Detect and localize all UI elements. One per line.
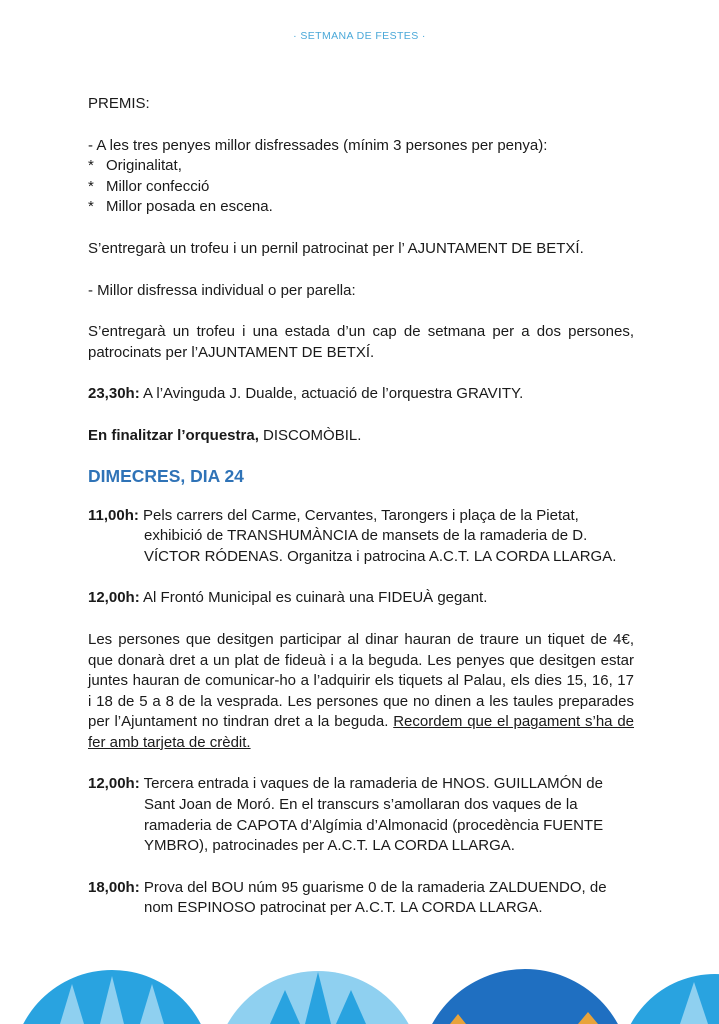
event-1200-fideua [88,588,634,609]
event-discomobil [88,426,634,447]
event-text-line: exhibició de TRANSHUMÀNCIA de mansets de la ramaderia de D. [144,527,588,545]
day-heading: DIMECRES, DIA 24 [88,465,244,486]
penyes-premi: S’entregarà un trofeu i un pernil patrocinat per l’ AJUNTAMENT DE BETXÍ. [88,239,584,257]
event-text-line: Sant Joan de Moró. En el transcurs s’amollaran dos vaques de la [144,796,578,814]
list-item [88,177,634,198]
bullet-star: * [88,177,94,195]
event-text: DISCOMÒBIL. [258,426,362,444]
event-time: En finalitzar l’orquestra, [88,426,259,444]
bullet-star: * [88,157,94,175]
event-text: Pels carrers del Carme, Cervantes, Tarongers i plaça de la Pietat, [138,506,579,524]
event-text: Tercera entrada i vaques de la ramaderia de HNOS. GUILLAMÓN de [139,775,603,793]
event-text: Prova del BOU núm 95 guarisme 0 de la ramaderia ZALDUENDO, de [139,878,607,896]
event-time: 23,30h: [88,385,140,403]
event-text-line: ramaderia de CAPOTA d’Algímia d’Almonacid (procedència FUENTE [144,816,604,834]
page-content [88,94,634,919]
fideua-text: Les persones que desitgen participar al dinar hauran de traure un tiquet de 4€, que donarà dret a un plat de fideuà i a la beguda. Les penyes que desitgen estar juntes hauran de comunicar-ho a l’adquirir els tiquets al Palau, els dies 15, 16, 17 i 18 de 5 a 8 de la vesprada. Les persones que no dinen a les taules preparades per l’Ajuntament no tindran dret a la beguda. [88,630,634,731]
footer-circle-right [419,969,631,1024]
fideua-paragraph [88,630,634,754]
bullet-star: * [88,198,94,216]
event-time: 11,00h: [88,506,139,524]
list-item [88,156,634,177]
event-1100 [88,506,634,527]
event-time: 18,00h: [88,878,140,896]
event-2330 [88,384,634,405]
list-item [88,197,634,218]
event-text-line: nom ESPINOSO patrocinat per A.C.T. LA CORDA LLARGA. [144,899,543,917]
individual-intro: - Millor disfressa individual o per parella: [88,281,356,299]
event-1800 [88,878,634,899]
event-text-line: VÍCTOR RÓDENAS. Organitza i patrocina A.C.T. LA CORDA LLARGA. [144,547,617,565]
event-time: 12,00h: [88,775,140,793]
running-header: · SETMANA DE FESTES · [293,30,426,42]
individual-premi: S’entregarà un trofeu i una estada d’un cap de setmana per a dos persones, patrocinats per l’AJUNTAMENT DE BETXÍ. [88,323,634,361]
premis-title: PREMIS: [88,95,150,112]
event-time: 12,00h: [88,589,140,607]
event-text: Al Frontó Municipal es cuinarà una FIDEUÀ gegant. [139,589,488,607]
list-item-text: Millor posada en escena. [106,198,273,216]
event-text-line: YMBRO), patrocinades per A.C.T. LA CORDA LLARGA. [144,837,515,855]
penyes-intro: - A les tres penyes millor disfressades (mínim 3 persones per penya): [88,136,548,154]
list-item-text: Millor confecció [106,177,210,195]
payment-note: Recordem que el pagament s’ha de fer amb tarjeta de crèdit. [88,713,634,751]
event-1200-vaques [88,774,634,795]
event-text: A l’Avinguda J. Dualde, actuació de l’orquestra GRAVITY. [139,385,524,403]
footer-decoration [0,960,719,1024]
list-item-text: Originalitat, [106,157,182,175]
